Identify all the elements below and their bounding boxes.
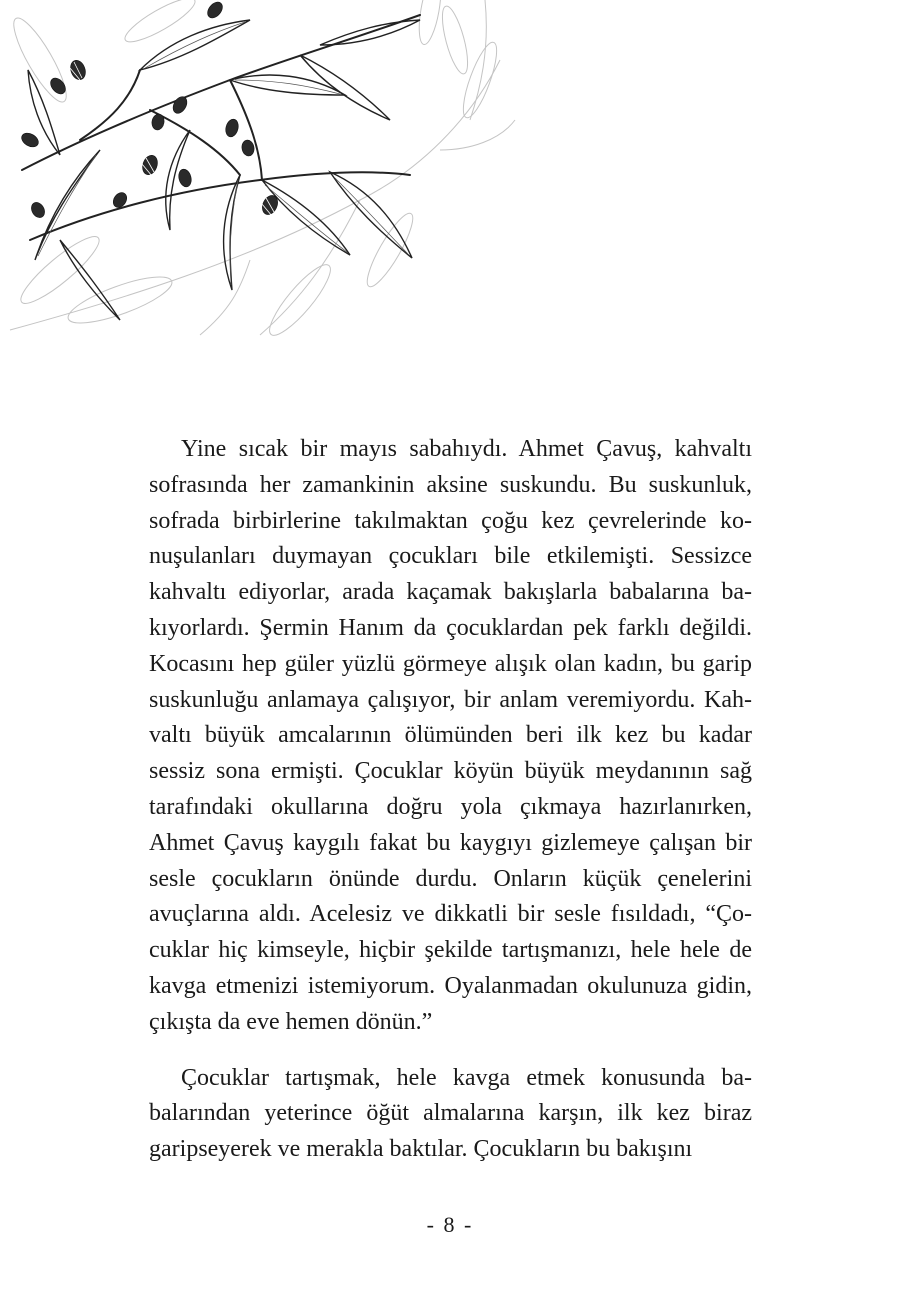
leaf-illustration [0, 0, 520, 340]
page-number: - 8 - [426, 1212, 474, 1237]
paragraph-2: Çocuklar tartışmak, hele kavga etmek konusunda babalarından yeterince öğüt almalarına karşın, ilk kez biraz garipseyerek ve merakla baktılar. Çocukların bu bakışını [149, 1064, 752, 1163]
body-text [149, 432, 752, 1168]
paragraph-1: Yine sıcak bir mayıs sabahıydı. Ahmet Çavuş, kahvaltı sofrasında her zamankinin aksine suskundu. Bu suskunluk, sofrada birbirlerine takılmaktan çoğu kez çevrelerinde konuşulanları duymayan çocukları bile etkilemişti. Sessizce kahvaltı ediyorlar, arada kaçamak bakışlarla babalarına bakıyorlardı. Şermin Hanım da çocuklardan pek farklı değildi. Kocasını hep güler yüzlü görmeye alışık olan kadın, bu garip suskunluğu anlamaya çalışıyor, bir anlam veremiyordu. Kahvaltı büyük amcalarının ölümünden beri ilk kez bu kadar sessiz sona ermişti. Çocuklar köyün büyük meydanının sağ tarafındaki okullarına doğru yola çıkmaya hazırlanırken, Ahmet Çavuş kaygılı fakat bu kaygıyı gizlemeye çalışan bir sesle çocukların önünde durdu. Onların küçük çenelerini avuçlarına aldı. Acelesiz ve dikkatli bir sesle fısıldadı, “Çocuklar hiç kimseyle, hiçbir şekilde tartışmanızı, hele hele de kavga etmenizi istemiyorum. Oyalanmadan okulunuza gidin, çıkışta da eve hemen dönün.” [149, 436, 752, 1035]
